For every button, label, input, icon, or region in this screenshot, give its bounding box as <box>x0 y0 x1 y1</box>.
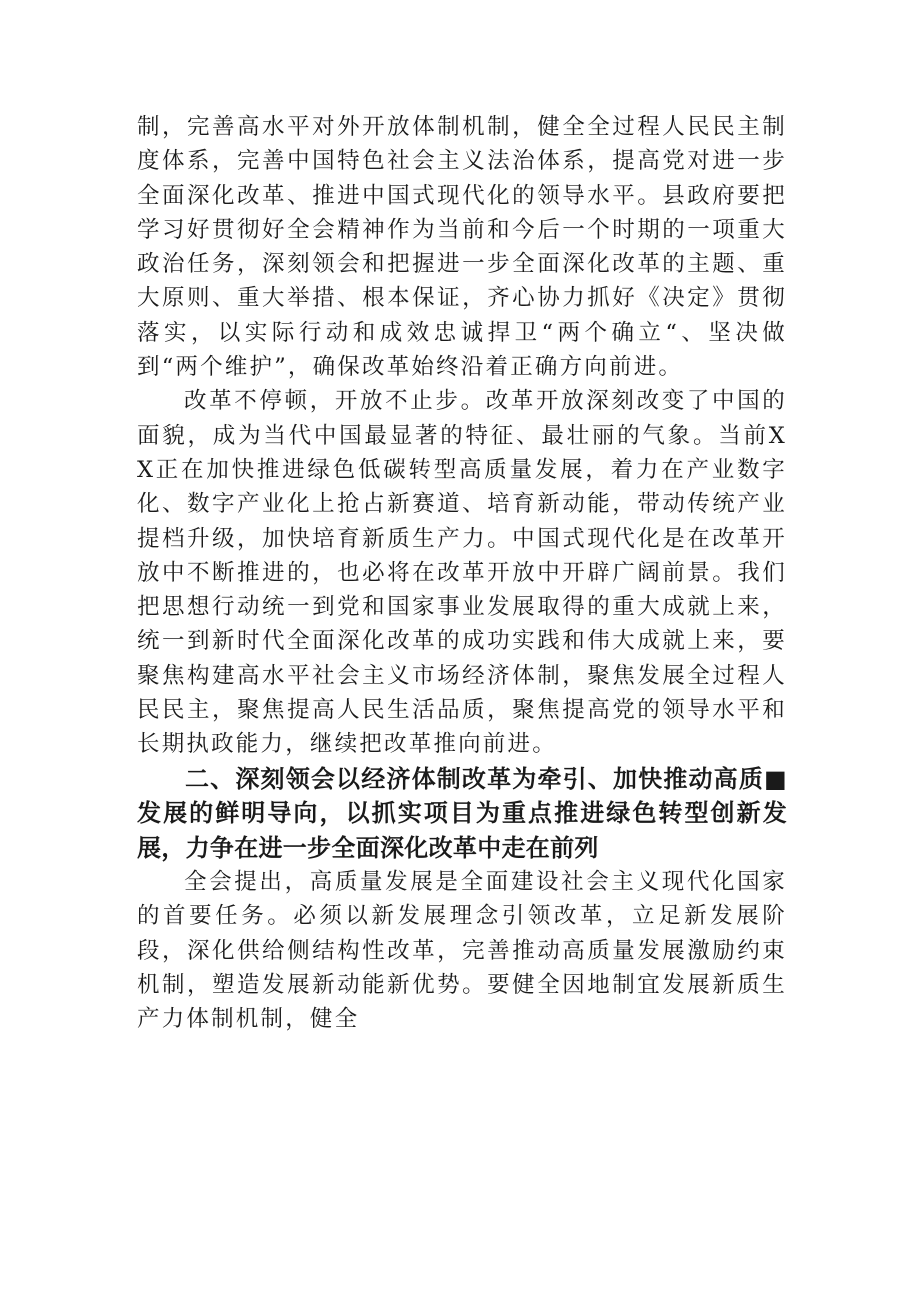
paragraph-reform-opening: 改革不停顿，开放不止步。改革开放深刻改变了中国的面貌，成为当代中国最显著的特征、最壮丽的气象。当前XX正在加快推进绿色低碳转型高质量发展，着力在产业数字化、数字产业化上抢占新赛道、培育新动能，带动传统产业提档升级，加快培育新质生产力。中国式现代化是在改革开放中不断推进的，也必将在改革开放中开辟广阔前景。我们把思想行动统一到党和国家事业发展取得的重大成就上来，统一到新时代全面深化改革的成功实践和伟大成就上来，要聚焦构建高水平社会主义市场经济体制，聚焦发展全过程人民民主，聚焦提高人民生活品质，聚焦提高党的领导水平和长期执政能力，继续把改革推向前进。 <box>137 388 787 758</box>
section-heading-two: 二、深刻领会以经济体制改革为牵引、加快推动高质■发展的鲜明导向，以抓实项目为重点推进绿色转型创新发展，力争在进一步全面深化改革中走在前列 <box>137 764 787 862</box>
document-body <box>137 110 787 1037</box>
paragraph-continuation: 制，完善高水平对外开放体制机制，健全全过程人民民主制度体系，完善中国特色社会主义法治体系，提高党对进一步全面深化改革、推进中国式现代化的领导水平。县政府要把学习好贯彻好全会精神作为当前和今后一个时期的一项重大政治任务，深刻领会和把握进一步全面深化改革的主题、重大原则、重大举措、根本保证，齐心协力抓好《决定》贯彻落实，以实际行动和成效忠诚捍卫“两个确立“、坚决做到“两个维护”，确保改革始终沿着正确方向前进。 <box>137 114 787 381</box>
paragraph-plenary-high-quality: 全会提出，高质量发展是全面建设社会主义现代化国家的首要任务。必须以新发展理念引领改革，立足新发展阶段，深化供给侧结构性改革，完善推动高质量发展激励约束机制，塑造发展新动能新优势。要健全因地制宜发展新质生产力体制机制，健全 <box>137 869 787 1033</box>
